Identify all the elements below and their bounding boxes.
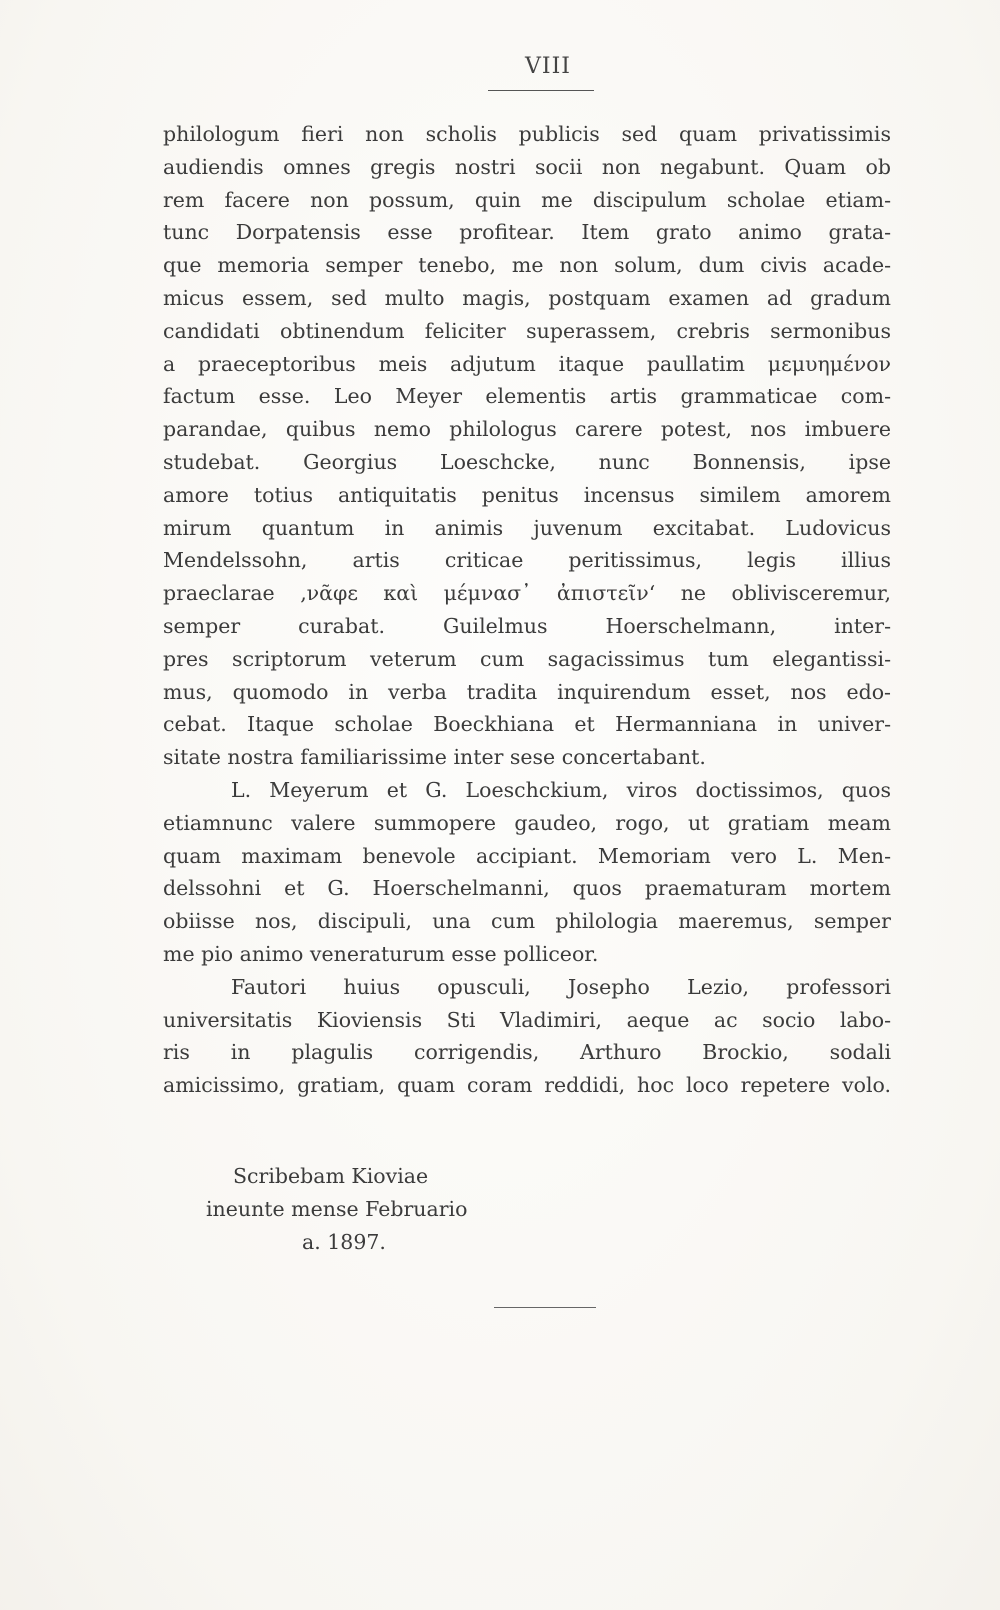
text-line: delssohni et G. Hoerschelmanni, quos praematuram mortem — [163, 876, 891, 901]
text-line: quam maximam benevole accipiant. Memoriam vero L. Men- — [163, 843, 891, 868]
text-line: philologum fieri non scholis publicis sed quam privatissimis — [163, 122, 891, 146]
signature-place: Scribebam Kioviae — [233, 1164, 429, 1188]
text-line: tunc Dorpatensis esse profitear. Item grato animo grata- — [163, 220, 891, 245]
text-line: mirum quantum in animis juvenum excitabat. Ludovicus — [163, 515, 891, 540]
text-line: semper curabat. Guilelmus Hoerschelmann, inter- — [163, 613, 891, 638]
text-line: candidati obtinendum feliciter superassem, crebris sermonibus — [163, 318, 891, 343]
text-line: que memoria semper tenebo, me non solum, dum civis acade- — [163, 253, 891, 278]
text-line: pres scriptorum veterum cum sagacissimus tum elegantissi- — [163, 646, 891, 671]
signature-month: ineunte mense Februario — [206, 1197, 468, 1221]
text-line: L. Meyerum et G. Loeschckium, viros doctissimos, quos — [231, 777, 891, 802]
text-line: micus essem, sed multo magis, postquam examen ad gradum — [163, 285, 891, 310]
header-rule — [488, 90, 594, 91]
text-line: obiisse nos, discipuli, una cum philologia maeremus, semper — [163, 909, 891, 934]
text-line: amicissimo, gratiam, quam coram reddidi, hoc loco repetere volo. — [163, 1073, 891, 1098]
text-line: etiamnunc valere summopere gaudeo, rogo, ut gratiam meam — [163, 810, 891, 835]
text-line: amore totius antiquitatis penitus incensus similem amorem — [163, 482, 891, 507]
text-line: mus, quomodo in verba tradita inquirendum esset, nos edo- — [163, 679, 891, 704]
text-line: me pio animo veneraturum esse polliceor. — [163, 941, 599, 966]
body-text — [163, 118, 891, 1102]
text-line: rem facere non possum, quin me discipulum scholae etiam- — [163, 187, 891, 212]
page-number: VIII — [525, 54, 571, 79]
signature-year: a. 1897. — [302, 1230, 386, 1254]
text-line: factum esse. Leo Meyer elementis artis grammaticae com- — [163, 384, 891, 409]
footer-rule — [494, 1307, 596, 1308]
text-line: a praeceptoribus meis adjutum itaque paullatim μεμυημένον — [163, 351, 891, 376]
text-line: cebat. Itaque scholae Boeckhiana et Hermanniana in univer- — [163, 712, 891, 737]
text-line: universitatis Kioviensis Sti Vladimiri, aeque ac socio labo- — [163, 1007, 891, 1032]
text-line: Fautori huius opusculi, Josepho Lezio, professori — [231, 974, 891, 999]
text-line: studebat. Georgius Loeschcke, nunc Bonnensis, ipse — [163, 449, 891, 474]
text-line: audiendis omnes gregis nostri socii non negabunt. Quam ob — [163, 154, 891, 179]
text-line: praeclarae ‚νᾶφε καὶ μέμνασ᾽ ἀπιστεῖν‘ ne oblivisceremur, — [163, 581, 891, 606]
text-line: sitate nostra familiarissime inter sese concertabant. — [163, 745, 706, 770]
text-line: parandae, quibus nemo philologus carere potest, nos imbuere — [163, 417, 891, 442]
text-line: ris in plagulis corrigendis, Arthuro Brockio, sodali — [163, 1040, 891, 1065]
text-line: Mendelssohn, artis criticae peritissimus, legis illius — [163, 548, 891, 573]
